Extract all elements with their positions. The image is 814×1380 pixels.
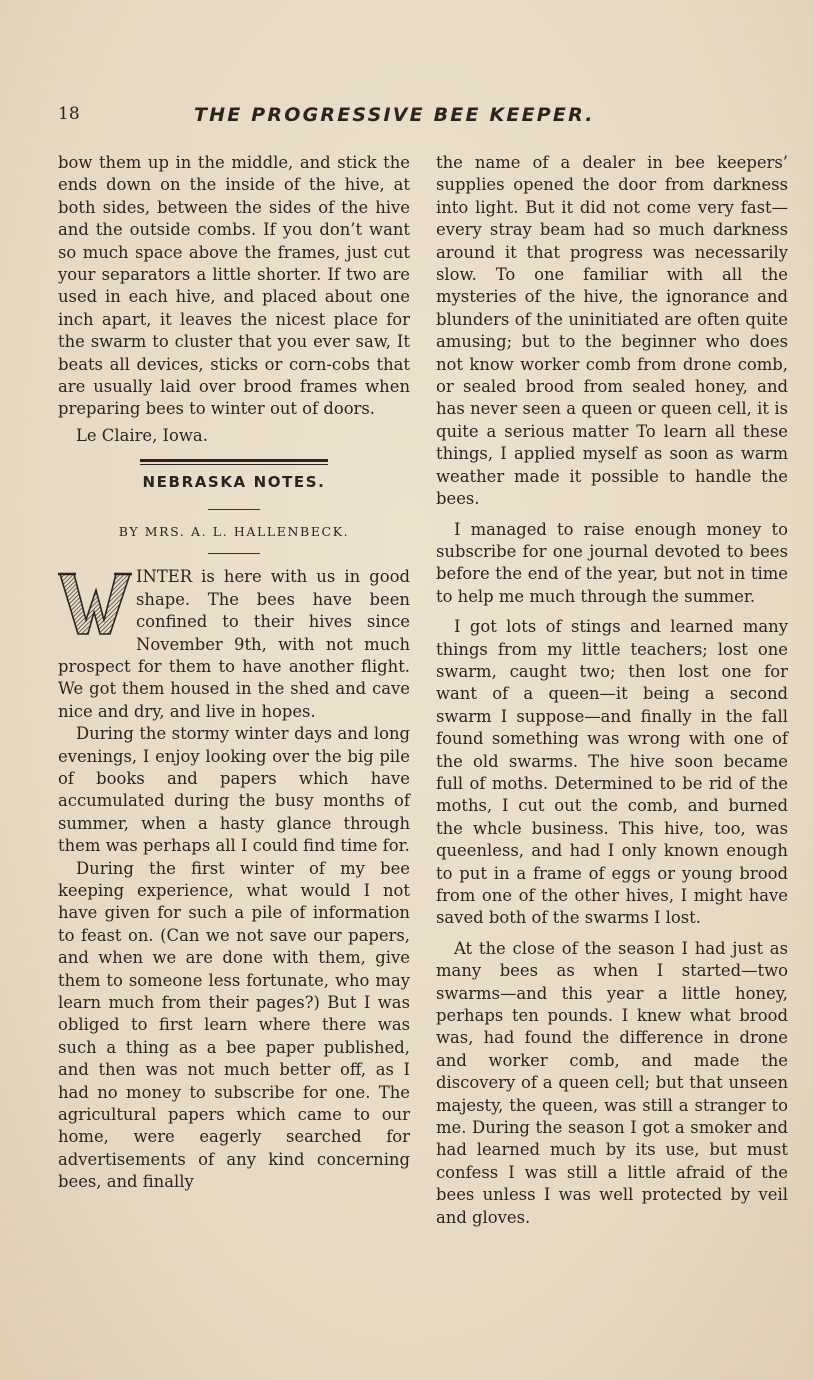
- byline: BY MRS. A. L. HALLENBECK.: [118, 524, 350, 540]
- article-paragraph: I managed to raise enough money to subscribe for one journal devoted to bees before the end of the year, but not in time to help me much through the summer.: [436, 519, 788, 606]
- byline-rule: [208, 553, 260, 554]
- article-paragraph: During the stormy winter days and long evenings, I enjoy looking over the big pile of books and papers which have accumulated during the busy months of summer, when a hasty glance through them was perhaps all I could find time for.: [58, 724, 410, 856]
- page-header: [58, 104, 758, 130]
- continued-paragraph: bow them up in the middle, and stick the ends down on the inside of the hive, at both sides, between the sides of the hive and the outside combs. If you don’t want so much space above the frames, just cut your separators a little shorter. If two are used in each hive, and placed about one inch apart, it leaves the nicest place for the swarm to cluster that you ever saw, It beats all devices, sticks or corn-cobs that are usually laid over brood frames when preparing bees to winter out of doors.: [58, 153, 410, 419]
- article-paragraph: I got lots of stings and learned many things from my little teachers; lost one swarm, caught two; then lost one for want of a queen—it being a second swarm I suppose—and finally in the fall found something was wrong with one of the old swarms. The hive soon became full of moths. Determined to be rid of the moths, I cut out the comb, and burned the whcle business. This hive, too, was queenless, and had I only known enough to put in a frame of eggs or young brood from one of the other hives, I might have saved both of the swarms I lost.: [436, 617, 788, 928]
- article-paragraph: During the first winter of my bee keeping experience, what would I not have given for such a pile of information to feast on. (Can we not save our papers, and when we are done with them, give them to someone less fortunate, who may learn much from their pages?) But I was obliged to first learn where there was such a thing as a bee paper published, and then was not much better off, as I had no money to subscribe for one. The agricultural papers which came to our home, were eagerly searched for advertisements of any kind concerning bees, and finally: [58, 858, 410, 1192]
- drop-cap-w: [58, 568, 132, 636]
- section-title: NEBRASKA NOTES.: [142, 473, 326, 492]
- article-paragraph: [58, 566, 410, 723]
- author-location: Le Claire, Iowa.: [76, 425, 208, 445]
- page-number: 18: [58, 104, 80, 124]
- article-paragraph: the name of a dealer in bee keepers’ supplies opened the door from darkness into light. But it did not come very fast—every stray beam had so much darkness around it that progress was necessarily slow. To one familiar with all the mysteries of the hive, the ignorance and blunders of the uninitiated are often quite amusing; but to the beginner who does not know worker comb from drone comb, or sealed brood from sealed honey, and has never seen a queen or queen cell, it is quite a serious matter To learn all these things, I applied myself as soon as warm weather made it possible to handle the bees.: [436, 153, 788, 509]
- paragraph-text: INTER is here with us in good shape. The bees have been confined to their hives since November 9th, with not much prospect for them to have another flight. We got them housed in the shed and cave nice and dry, and live in hopes.: [58, 567, 410, 721]
- journal-title: THE PROGRESSIVE BEE KEEPER.: [194, 104, 595, 126]
- right-column: [436, 152, 788, 1229]
- left-column: [58, 152, 410, 1194]
- article-paragraph: At the close of the season I had just as many bees as when I started—two swarms—and this year a little honey, perhaps ten pounds. I knew what brood was, had found the difference in drone and worker comb, and made the discovery of a queen cell; but that unseen majesty, the queen, was still a stranger to me. During the season I got a smoker and had learned much by its use, but must confess I was still a little afraid of the bees unless I was well protected by veil and gloves.: [436, 938, 788, 1227]
- title-rule: [208, 509, 260, 510]
- section-divider: [140, 459, 328, 465]
